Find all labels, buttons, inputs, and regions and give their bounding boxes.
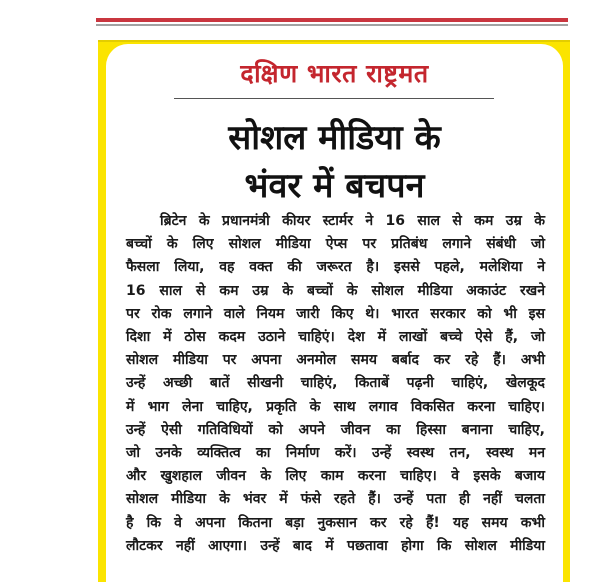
body-line: फैसला लिया, वह वक्त की जरूरत है। इससे पहले, मलेशिया ने (126, 259, 545, 276)
body-line: 16 साल से कम उम्र के बच्चों के सोशल मीडिया अकाउंट रखने (126, 282, 545, 299)
article-headline (106, 114, 563, 210)
top-rule-red (96, 18, 568, 22)
body-line: सोशल मीडिया पर अपना अनमोल समय बर्बाद कर रहे हैं। अभी (126, 352, 545, 369)
body-line: पर रोक लगाने वाले नियम जारी किए थे। भारत सरकार को भी इस (126, 305, 545, 322)
article-card (106, 44, 563, 584)
publication-underline (174, 98, 494, 99)
article-body (126, 210, 545, 558)
body-line: सोशल मीडिया के भंवर में फंसे रहते हैं। उन्हें पता ही नहीं चलता (126, 491, 545, 508)
body-line: बच्चों के लिए सोशल मीडिया ऐप्स पर प्रतिबंध लगाने संबंधी जो (126, 236, 545, 253)
body-line: लौटकर नहीं आएगा। उन्हें बाद में पछतावा होगा कि सोशल मीडिया (126, 537, 545, 554)
body-line: में भाग लेना चाहिए, प्रकृति के साथ लगाव विकसित करना चाहिए। (126, 398, 545, 415)
body-line: जो उनके व्यक्तित्व का निर्माण करें। उन्हें स्वस्थ तन, स्वस्थ मन (126, 445, 545, 462)
body-line: उन्हें ऐसी गतिविधियों को अपने जीवन का हिस्सा बनाना चाहिए, (126, 421, 545, 438)
body-line: उन्हें अच्छी बातें सीखनी चाहिएं, किताबें पढ़नी चाहिएं, खेलकूद (126, 375, 545, 392)
headline-line-2: भंवर में बचपन (244, 166, 425, 206)
body-line: दिशा में ठोस कदम उठाने चाहिएं। देश में लाखों बच्चे ऐसे हैं, जो (126, 329, 545, 346)
publication-name: दक्षिण भारत राष्ट्रमत (240, 59, 429, 88)
body-line: है कि वे अपना कितना बड़ा नुकसान कर रहे हैं! यह समय कभी (126, 514, 545, 531)
body-line: और खुशहाल जीवन के लिए काम करना चाहिए। वे इसके बजाय (126, 468, 545, 485)
body-line: ब्रिटेन के प्रधानमंत्री कीयर स्टार्मर ने 16 साल से कम उम्र के (160, 213, 545, 229)
top-rule-grey (96, 24, 568, 26)
headline-line-1: सोशल मीडिया के (228, 118, 441, 158)
